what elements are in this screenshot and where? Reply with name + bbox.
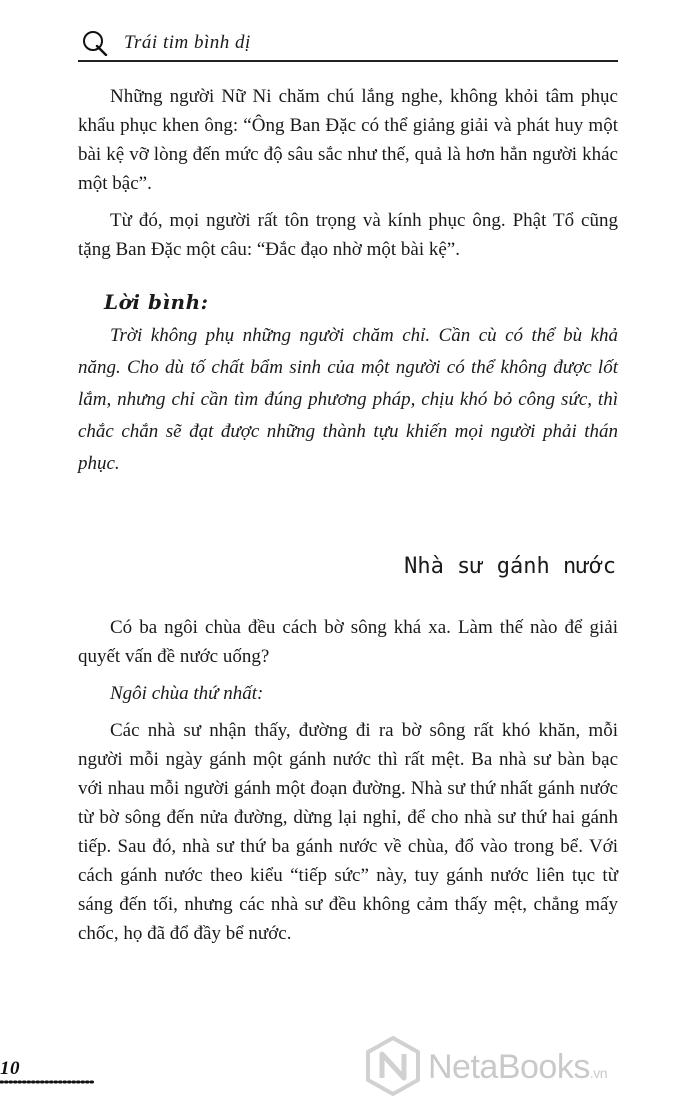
watermark-text: [428, 1048, 607, 1087]
story-title: Nhà sư gánh nước: [404, 554, 616, 579]
header-title: Trái tim bình dị: [124, 32, 251, 53]
watermark-suffix: .vn: [589, 1065, 608, 1081]
watermark: [364, 1036, 686, 1096]
paragraph-1: Những người Nữ Ni chăm chú lắng nghe, không khỏi tâm phục khẩu phục khen ông: “Ông Ban Đặc có thể giảng giải và phát huy một bài kệ vỡ lòng đến mức độ sâu sắc như thế, quả là hơn hẳn người khác một bậc”.: [78, 86, 618, 194]
page-number-dots: [0, 1080, 96, 1084]
netabooks-logo-icon: [364, 1036, 422, 1096]
paragraph-2: Từ đó, mọi người rất tôn trọng và kính phục ông. Phật Tổ cũng tặng Ban Đặc một câu: “Đắc đạo nhờ một bài kệ”.: [78, 210, 618, 260]
story-body: Các nhà sư nhận thấy, đường đi ra bờ sông rất khó khăn, mỗi người mỗi ngày gánh một gánh nước thì rất mệt. Ba nhà sư bàn bạc với nhau mỗi người gánh một đoạn đường. Nhà sư thứ nhất gánh nước từ bờ sông đến nửa đường, dừng lại nghỉ, để cho nhà sư thứ hai gánh tiếp. Sau đó, nhà sư thứ ba gánh nước về chùa, đổ vào trong bể. Với cách gánh nước theo kiểu “tiếp sức” này, tuy gánh nước liên tục từ sáng đến tối, nhưng các nhà sư đều không cảm thấy mệt, chẳng mấy chốc, họ đã đổ đầy bể nước.: [78, 720, 618, 944]
comment-title: Lời bình:: [104, 290, 209, 314]
header-q-icon: [82, 30, 108, 56]
running-header: [78, 22, 618, 62]
story-subheading: Ngôi chùa thứ nhất:: [110, 683, 264, 704]
page-number: 10: [0, 1058, 20, 1079]
header-rule: [78, 60, 618, 62]
watermark-brand: NetaBooks: [428, 1048, 590, 1086]
comment-body: Trời không phụ những người chăm chỉ. Cần cù có thể bù khả năng. Cho dù tố chất bẩm sinh của một người có thể không được lốt lắm, nhưng chỉ cần tìm đúng phương pháp, chịu khó bỏ công sức, thì chắc chắn sẽ đạt được những thành tựu khiến mọi người phải thán phục.: [78, 325, 618, 474]
page-content: [78, 82, 618, 948]
story-intro: Có ba ngôi chùa đều cách bờ sông khá xa. Làm thế nào để giải quyết vấn đề nước uống?: [78, 617, 618, 667]
